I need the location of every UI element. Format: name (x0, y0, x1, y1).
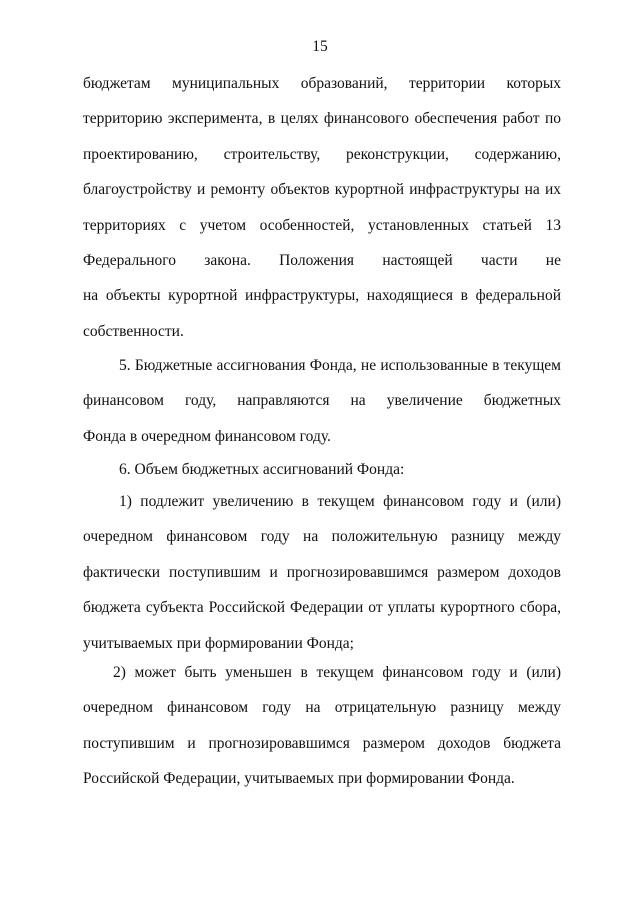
text-line: проектированию, строительству, реконструкции, содержанию, (83, 145, 561, 163)
text-line: поступившим и прогнозировавшимся размером доходов бюджета (83, 734, 561, 752)
text-line: на объекты курортной инфраструктуры, находящиеся в федеральной (83, 287, 561, 305)
text-line: Российской Федерации, учитываемых при формировании Фонда. (83, 770, 515, 788)
text-line: 2) может быть уменьшен в текущем финансовом году и (или) (113, 664, 561, 681)
text-line: территорию эксперимента, в целях финансового обеспечения работ по (83, 110, 561, 128)
list-item-1 (83, 484, 561, 661)
text-line: Федерального закона. Положения настоящей части не (83, 251, 561, 269)
text-line: Фонда в очередном финансовом году. (83, 427, 331, 445)
text-line: 6. Объем бюджетных ассигнований Фонда: (119, 461, 405, 478)
paragraph-continued (83, 66, 561, 349)
paragraph-6 (83, 452, 561, 487)
page-number: 15 (312, 38, 328, 55)
text-line: собственности. (83, 322, 184, 340)
text-line: фактически поступившим и прогнозировавшимся размером доходов (83, 563, 561, 581)
text-line: благоустройству и ремонту объектов курортной инфраструктуры на их (83, 181, 561, 199)
text-line: финансовом году, направляются на увеличение бюджетных (83, 392, 561, 410)
text-line: бюджета субъекта Российской Федерации от уплаты курортного сбора, (83, 599, 561, 617)
text-line: бюджетам муниципальных образований, территории которых (83, 75, 561, 92)
text-line: очередном финансовом году на положительную разницу между (83, 528, 561, 546)
text-line: учитываемых при формировании Фонда; (83, 634, 354, 652)
text-line: территориях с учетом особенностей, установленных статьей 13 (83, 216, 561, 234)
list-item-2 (83, 655, 561, 797)
text-line: очередном финансовом году на отрицательную разницу между (83, 699, 561, 717)
paragraph-5 (83, 348, 561, 454)
text-line: 5. Бюджетные ассигнования Фонда, не использованные в текущем (119, 357, 561, 374)
text-line: 1) подлежит увеличению в текущем финансовом году и (или) (119, 493, 561, 510)
